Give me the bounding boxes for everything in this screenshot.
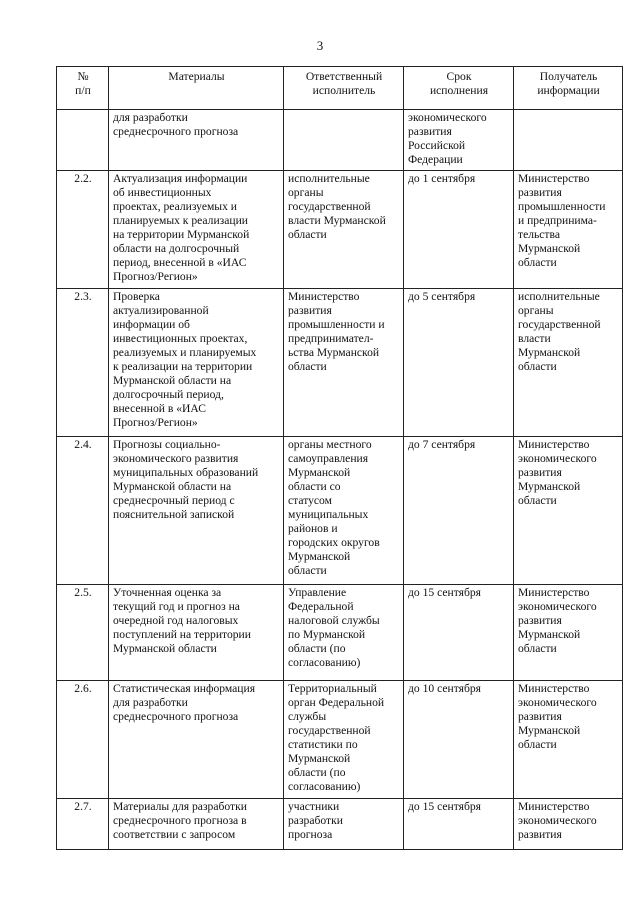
header-num: № п/п (57, 67, 109, 110)
cell-deadline: до 7 сентября (404, 437, 514, 585)
cell-num: 2.7. (57, 799, 109, 850)
cell-recipient: Министерство экономического развития Мурманской области (514, 585, 623, 681)
cell-deadline: до 5 сентября (404, 289, 514, 437)
table-row (57, 437, 623, 585)
cell-recipient: Министерство экономического развития Мурманской области (514, 681, 623, 799)
cell-recipient: исполнительные органы государственной власти Мурманской области (514, 289, 623, 437)
cell-materials: Актуализация информации об инвестиционных проектах, реализуемых и планируемых к реализации на территории Мурманской области на долгосрочный период, внесенной в «ИАС Прогноз/Регион» (109, 171, 284, 289)
cell-materials: Уточненная оценка за текущий год и прогноз на очередной год налоговых поступлений на территории Мурманской области (109, 585, 284, 681)
header-responsible: Ответственный исполнитель (284, 67, 404, 110)
cell-recipient: Министерство развития промышленности и предпринима- тельства Мурманской области (514, 171, 623, 289)
cell-num: 2.6. (57, 681, 109, 799)
table-row (57, 110, 623, 171)
cell-responsible: Министерство развития промышленности и предпринимател- ьства Мурманской области (284, 289, 404, 437)
table-row (57, 585, 623, 681)
page-number: 3 (316, 38, 324, 53)
table-row (57, 289, 623, 437)
header-recipient: Получатель информации (514, 67, 623, 110)
cell-materials: Статистическая информация для разработки среднесрочного прогноза (109, 681, 284, 799)
header-materials: Материалы (109, 67, 284, 110)
table-row (57, 681, 623, 799)
cell-deadline: до 10 сентября (404, 681, 514, 799)
cell-responsible: органы местного самоуправления Мурманской области со статусом муниципальных районов и городских округов Мурманской области (284, 437, 404, 585)
cell-materials: Проверка актуализированной информации об инвестиционных проектах, реализуемых и планируемых к реализации на территории Мурманской области на долгосрочный период, внесенной в «ИАС Прогноз/Регион» (109, 289, 284, 437)
cell-recipient: Министерство экономического развития (514, 799, 623, 850)
table-row (57, 799, 623, 850)
cell-responsible: Управление Федеральной налоговой службы по Мурманской области (по согласованию) (284, 585, 404, 681)
cell-materials: для разработки среднесрочного прогноза (109, 110, 284, 171)
cell-num: 2.5. (57, 585, 109, 681)
cell-num (57, 110, 109, 171)
cell-deadline: экономического развития Российской Федерации (404, 110, 514, 171)
table-header-row (57, 67, 623, 110)
header-deadline: Срок исполнения (404, 67, 514, 110)
cell-responsible: исполнительные органы государственной власти Мурманской области (284, 171, 404, 289)
cell-deadline: до 15 сентября (404, 585, 514, 681)
cell-recipient (514, 110, 623, 171)
cell-materials: Материалы для разработки среднесрочного прогноза в соответствии с запросом (109, 799, 284, 850)
cell-materials: Прогнозы социально- экономического развития муниципальных образований Мурманской области на среднесрочный период с пояснительной запиской (109, 437, 284, 585)
cell-deadline: до 15 сентября (404, 799, 514, 850)
cell-recipient: Министерство экономического развития Мурманской области (514, 437, 623, 585)
cell-num: 2.2. (57, 171, 109, 289)
table-row (57, 171, 623, 289)
cell-deadline: до 1 сентября (404, 171, 514, 289)
cell-responsible: Территориальный орган Федеральной службы государственной статистики по Мурманской области (по согласованию) (284, 681, 404, 799)
cell-num: 2.3. (57, 289, 109, 437)
cell-responsible: участники разработки прогноза (284, 799, 404, 850)
schedule-table (56, 66, 623, 850)
cell-responsible (284, 110, 404, 171)
cell-num: 2.4. (57, 437, 109, 585)
